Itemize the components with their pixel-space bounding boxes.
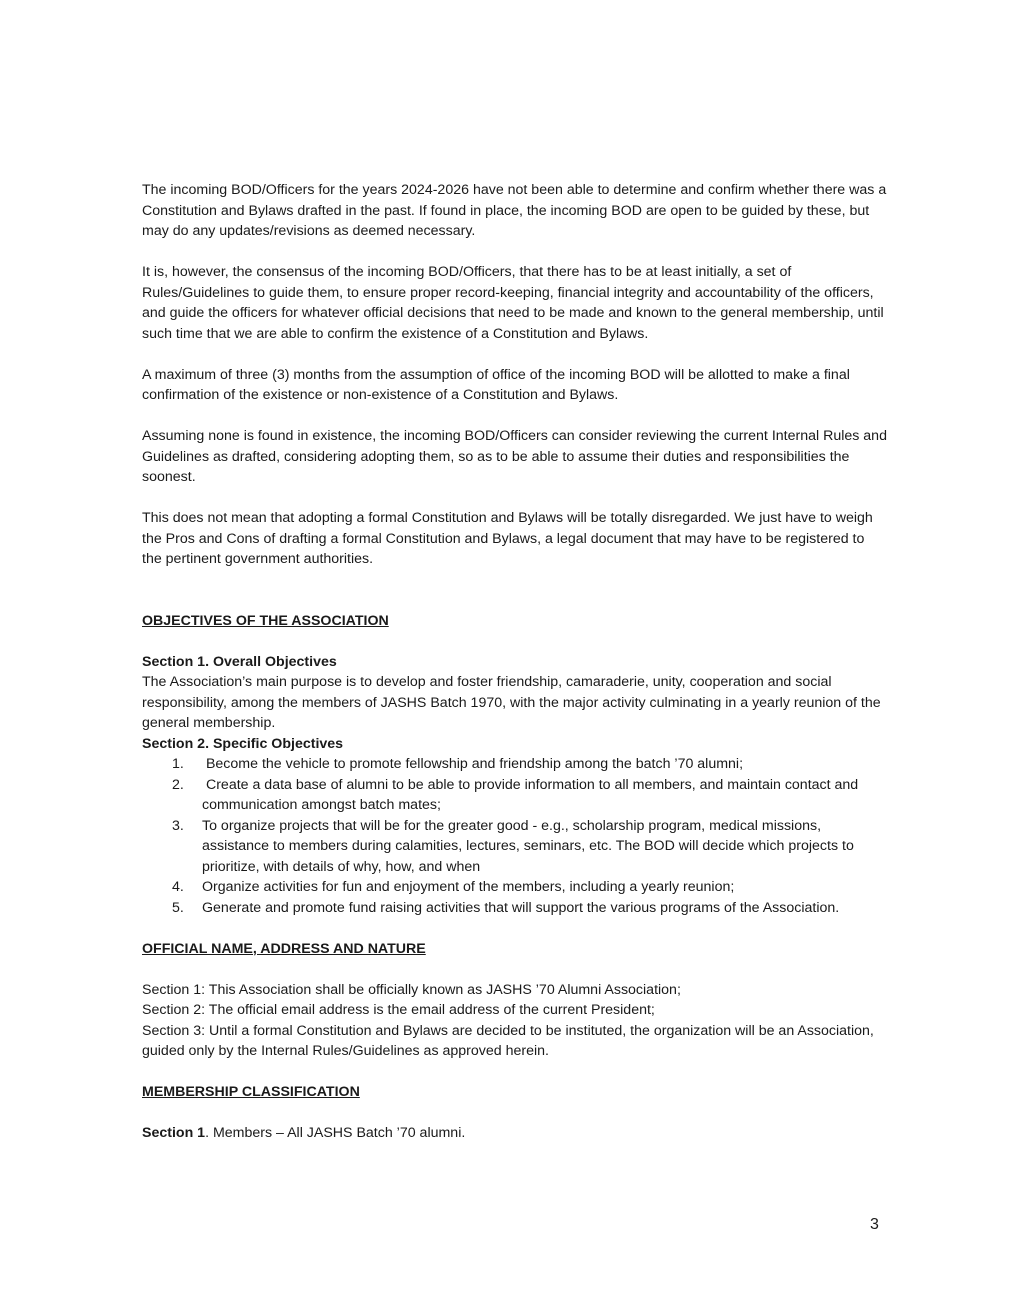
specific-objectives-list — [142, 754, 887, 918]
membership-heading: MEMBERSHIP CLASSIFICATION — [142, 1084, 360, 1100]
page-number: 3 — [870, 1216, 879, 1233]
objectives-section1-text: The Association’s main purpose is to develop and foster friendship, camaraderie, unity, cooperation and social responsibility, among the members of JASHS Batch 1970, with the major activity culminating in a yearly reunion of the general membership. — [142, 674, 881, 731]
spacer — [142, 1062, 887, 1083]
list-item-number: 3. — [172, 817, 184, 834]
spacer — [142, 344, 887, 365]
membership-section-1 — [142, 1123, 887, 1144]
objectives-section2-title: Section 2. Specific Objectives — [142, 735, 344, 752]
spacer — [142, 918, 887, 939]
membership-section-1-label: Section 1 — [142, 1125, 206, 1141]
objectives-section1-title: Section 1. Overall Objectives — [142, 653, 337, 670]
official-section-1: Section 1: This Association shall be officially known as JASHS ’70 Alumni Association; — [142, 981, 681, 998]
intro-paragraph-2: It is, however, the consensus of the incoming BOD/Officers, that there has to be at least initially, a set of Rules/Guidelines to guide them, to ensure proper record-keeping, financial integrity and accountability of the officers, and guide the officers for whatever official decisions that need to be made and known to the general membership, until such time that we are able to confirm the existence of a Constitution and Bylaws. — [142, 264, 884, 342]
list-item — [142, 816, 887, 878]
intro-paragraph-3: A maximum of three (3) months from the assumption of office of the incoming BOD will be allotted to make a final confirmation of the existence or non-existence of a Constitution and Bylaws. — [142, 366, 850, 403]
list-item-text: Organize activities for fun and enjoyment of the members, including a yearly reunion; — [202, 879, 735, 895]
official-heading: OFFICIAL NAME, ADDRESS AND NATURE — [142, 940, 426, 957]
spacer — [142, 959, 887, 980]
spacer — [142, 406, 887, 427]
list-item — [142, 898, 887, 919]
list-item — [142, 754, 887, 775]
intro-paragraph-1: The incoming BOD/Officers for the years 2024-2026 have not been able to determine and confirm whether there was a Constitution and Bylaws drafted in the past. If found in place, the incoming BOD are open to be guided by these, but may do any updates/revisions as deemed necessary. — [142, 182, 887, 239]
intro-paragraph-5: This does not mean that adopting a formal Constitution and Bylaws will be totally disregarded. We just have to weigh the Pros and Cons of drafting a formal Constitution and Bylaws, a legal document that may have to be registered to the pertinent government authorities. — [142, 510, 873, 567]
list-item — [142, 877, 887, 898]
list-item-number: 2. — [172, 776, 184, 793]
list-item-text: Create a data base of alumni to be able to provide information to all members, and maintain contact and communication amongst batch mates; — [202, 776, 863, 813]
page-content — [142, 180, 887, 1144]
list-item-number: 5. — [172, 899, 184, 916]
spacer — [142, 488, 887, 509]
membership-section-1-text: . Members – All JASHS Batch ’70 alumni. — [205, 1125, 466, 1141]
list-item-text: Become the vehicle to promote fellowship and friendship among the batch ’70 alumni; — [202, 756, 744, 772]
objectives-heading: OBJECTIVES OF THE ASSOCIATION — [142, 612, 389, 629]
list-item — [142, 775, 887, 816]
list-item-number: 1. — [172, 756, 184, 772]
list-item-text: Generate and promote fund raising activities that will support the various programs of the Association. — [202, 899, 840, 916]
spacer — [142, 1103, 887, 1124]
spacer — [142, 631, 887, 652]
spacer — [142, 242, 887, 263]
intro-paragraph-4: Assuming none is found in existence, the incoming BOD/Officers can consider reviewing the current Internal Rules and Guidelines as drafted, considering adopting them, so as to be able to assume their duties and responsibilities the soonest. — [142, 428, 887, 485]
spacer — [142, 570, 887, 611]
official-section-2: Section 2: The official email address is the email address of the current President; — [142, 1002, 655, 1018]
official-section-3: Section 3: Until a formal Constitution and Bylaws are decided to be instituted, the organization will be an Association, guided only by the Internal Rules/Guidelines as approved herein. — [142, 1022, 874, 1059]
list-item-text: To organize projects that will be for the greater good - e.g., scholarship program, medical missions, assistance to members during calamities, lectures, seminars, etc. The BOD will decide which projects to prioritize, with details of why, how, and when — [202, 817, 854, 875]
list-item-number: 4. — [172, 879, 184, 895]
